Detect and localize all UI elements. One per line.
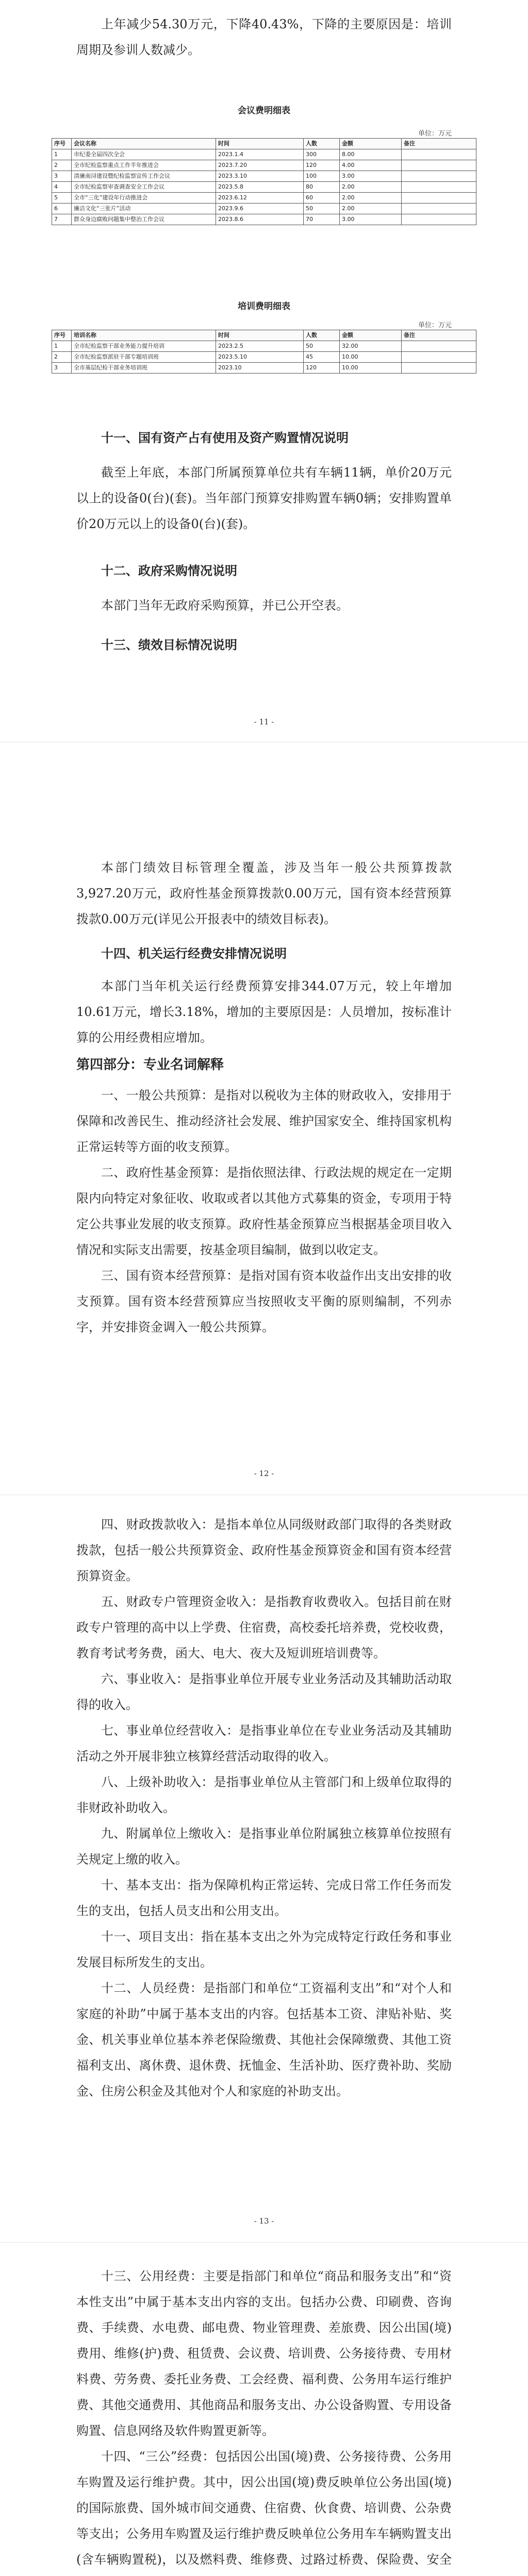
section-14-heading: 十四、机关运行经费安排情况说明 xyxy=(101,946,287,961)
table-cell: 2023.6.12 xyxy=(216,193,304,204)
term-6: 六、事业收入：是指事业单位开展专业业务活动及其辅助活动取得的收入。 xyxy=(76,1672,452,1712)
table-cell: 60 xyxy=(304,193,340,204)
table-cell: 3.00 xyxy=(340,214,402,225)
page-number: - 13 - xyxy=(254,2216,274,2226)
table-cell: 3.00 xyxy=(340,171,402,182)
term-14: 十四、“三公”经费：包括因公出国(境)费、公务接待费、公务用车购置及运行维护费。其中，因公出国(境)费反映单位公务出国(境)的国际旅费、国外城市间交通费、住宿费、伙食费、培训费、公杂费等支出；公务用车购置及运行维护费反映单位公务用车车辆购置支出(含车辆购置税)，以及燃料费、维修费、过路过桥费、保险费、安全 xyxy=(76,2449,452,2567)
table-cell xyxy=(402,214,476,225)
table-cell: 120 xyxy=(304,363,340,374)
table-cell: 100 xyxy=(304,171,340,182)
table-cell: 70 xyxy=(304,214,340,225)
table-cell: 300 xyxy=(304,149,340,160)
intro-paragraph: 上年减少54.30万元，下降40.43%，下降的主要原因是：培训周期及参训人数减少。 xyxy=(76,17,452,57)
table-row xyxy=(52,171,476,182)
table-cell: 4 xyxy=(52,182,72,193)
table-cell: 群众身边腐败问题集中整治工作会议 xyxy=(72,214,216,225)
terms-block-3 xyxy=(76,2263,452,2576)
training-table-title: 培训费明细表 xyxy=(238,301,290,312)
table-cell xyxy=(402,341,476,352)
meeting-header-cell: 备注 xyxy=(402,139,476,149)
training-header-cell: 序号 xyxy=(52,330,72,341)
term-2: 二、政府性基金预算：是指依照法律、行政法规的规定在一定期限内向特定对象征收、收取或者以其他方式募集的资金，专项用于特定公共事业发展的收支预算。政府性基金预算应当根据基金项目收入情况和实际支出需要，按基金项目编制，做到以收定支。 xyxy=(76,1165,452,1257)
meeting-header-cell: 序号 xyxy=(52,139,72,149)
table-row xyxy=(52,352,476,363)
table-cell: 2023.10 xyxy=(216,363,304,374)
table-cell: 10.00 xyxy=(340,363,402,374)
table-row xyxy=(52,160,476,171)
term-12: 十二、人员经费：是指部门和单位“工资福利支出”和“对个人和家庭的补助”中属于基本支出的内容。包括基本工资、津贴补贴、奖金、机关事业单位基本养老保险缴费、其他社会保障缴费、其他工资福利支出、离休费、退休费、抚恤金、生活补助、医疗费补助、奖励金、住房公积金及其他对个人和家庭的补助支出。 xyxy=(76,1981,452,2098)
table-cell: 全市纪检监察审查调查安全工作会议 xyxy=(72,182,216,193)
training-table-unit: 单位：万元 xyxy=(418,321,452,329)
term-8: 八、上级补助收入：是指事业单位从主管部门和上级单位取得的非财政补助收入。 xyxy=(76,1775,452,1815)
table-cell: 32.00 xyxy=(340,341,402,352)
table-cell xyxy=(402,363,476,374)
table-cell xyxy=(402,171,476,182)
terms-block-1 xyxy=(76,1082,452,1340)
training-header-cell: 人数 xyxy=(304,330,340,341)
table-row xyxy=(52,182,476,193)
table-cell: 8.00 xyxy=(340,149,402,160)
meeting-table xyxy=(52,138,476,225)
part-4-heading: 第四部分：专业名词解释 xyxy=(76,1057,224,1073)
table-cell: 2 xyxy=(52,352,72,363)
table-cell: 清廉南浔建设暨纪检监察宣传工作会议 xyxy=(72,171,216,182)
table-cell: 2.00 xyxy=(340,182,402,193)
table-cell: 全市纪检监察重点工作半年推进会 xyxy=(72,160,216,171)
table-cell: 80 xyxy=(304,182,340,193)
page-14 xyxy=(0,2243,528,2576)
term-5: 五、财政专户管理资金收入：是指教育收费收入。包括目前在财政专户管理的高中以上学费、住宿费，高校委托培养费，党校收费，教育考试考务费，函大、电大、夜大及短训班培训费等。 xyxy=(76,1595,452,1660)
table-row xyxy=(52,214,476,225)
section-12-paragraph: 本部门当年无政府采购预算，并已公开空表。 xyxy=(101,598,349,613)
table-cell: 1 xyxy=(52,341,72,352)
table-cell: 市纪委全届四次全会 xyxy=(72,149,216,160)
table-cell: 全市纪检监察派驻干部专题培训班 xyxy=(72,352,216,363)
training-header-cell: 备注 xyxy=(402,330,476,341)
table-cell: 10.00 xyxy=(340,352,402,363)
section-11-heading: 十一、国有资产占有使用及资产购置情况说明 xyxy=(101,431,349,445)
table-cell xyxy=(402,182,476,193)
terms-block-2 xyxy=(76,1512,452,2104)
term-11: 十一、项目支出：指在基本支出之外为完成特定行政任务和事业发展目标所发生的支出。 xyxy=(76,1929,452,1970)
term-4: 四、财政拨款收入：是指本单位从同级财政部门取得的各类财政拨款，包括一般公共预算资金、政府性基金预算资金和国有资本经营预算资金。 xyxy=(76,1517,452,1583)
table-cell: 全市基层纪检干部业务培训班 xyxy=(72,363,216,374)
term-1: 一、一般公共预算：是指对以税收为主体的财政收入，安排用于保障和改善民生、推动经济社会发展、维护国家安全、维持国家机构正常运转等方面的收支预算。 xyxy=(76,1088,452,1154)
training-table-header xyxy=(52,330,476,341)
table-cell: 2.00 xyxy=(340,193,402,204)
table-cell: 120 xyxy=(304,160,340,171)
term-13: 十三、公用经费：主要是指部门和单位“商品和服务支出”和“资本性支出”中属于基本支出内容的支出。包括办公费、印刷费、咨询费、手续费、水电费、邮电费、物业管理费、差旅费、因公出国(境)费用、维修(护)费、租赁费、会议费、培训费、公务接待费、专用材料费、劳务费、委托业务费、工会经费、福利费、公务用车运行维护费、其他交通费用、其他商品和服务支出、办公设备购置、专用设备购置、信息网络及软件购置更新等。 xyxy=(76,2269,452,2438)
term-3: 三、国有资本经营预算：是指对国有资本收益作出支出安排的收支预算。国有资本经营预算应当按照收支平衡的原则编制，不列赤字，并安排资金调入一般公共预算。 xyxy=(76,1268,452,1334)
table-cell: 3 xyxy=(52,171,72,182)
meeting-header-cell: 会议名称 xyxy=(72,139,216,149)
table-cell: 45 xyxy=(304,352,340,363)
table-cell: 4.00 xyxy=(340,160,402,171)
table-cell xyxy=(402,160,476,171)
table-cell: 2023.1.4 xyxy=(216,149,304,160)
training-header-cell: 时间 xyxy=(216,330,304,341)
term-9: 九、附属单位上缴收入：是指事业单位附属独立核算单位按照有关规定上缴的收入。 xyxy=(76,1826,452,1867)
table-row xyxy=(52,193,476,204)
table-cell: 2.00 xyxy=(340,204,402,214)
table-cell: 2023.5.10 xyxy=(216,352,304,363)
meeting-header-cell: 金额 xyxy=(340,139,402,149)
page-number: - 12 - xyxy=(254,1469,274,1478)
table-row xyxy=(52,149,476,160)
table-row xyxy=(52,204,476,214)
term-10: 十、基本支出：指为保障机构正常运转、完成日常工作任务而发生的支出，包括人员支出和公用支出。 xyxy=(76,1878,452,1918)
training-header-cell: 培训名称 xyxy=(72,330,216,341)
table-cell: 2 xyxy=(52,160,72,171)
page-11 xyxy=(0,0,528,742)
table-cell: 2023.9.6 xyxy=(216,204,304,214)
page-12 xyxy=(0,742,528,1495)
table-row xyxy=(52,341,476,352)
section-13-heading: 十三、绩效目标情况说明 xyxy=(101,638,237,652)
page-13 xyxy=(0,1495,528,2242)
table-cell: 50 xyxy=(304,341,340,352)
table-cell: 50 xyxy=(304,204,340,214)
table-cell xyxy=(402,352,476,363)
training-table xyxy=(52,330,476,374)
table-cell xyxy=(402,193,476,204)
page-number: - 11 - xyxy=(254,717,274,726)
meeting-table-header xyxy=(52,139,476,149)
table-cell: 2023.2.5 xyxy=(216,341,304,352)
table-row xyxy=(52,363,476,374)
table-cell: 2023.8.6 xyxy=(216,214,304,225)
table-cell: 全市“三化”建设年行动推进会 xyxy=(72,193,216,204)
meeting-table-unit: 单位：万元 xyxy=(418,130,452,138)
table-cell xyxy=(402,204,476,214)
table-cell: 2023.7.20 xyxy=(216,160,304,171)
table-cell: 2023.5.8 xyxy=(216,182,304,193)
table-cell: 全市纪检监察干部业务能力提升培训 xyxy=(72,341,216,352)
table-cell: 1 xyxy=(52,149,72,160)
section-12-heading: 十二、政府采购情况说明 xyxy=(101,564,237,578)
term-7: 七、事业单位经营收入：是指事业单位在专业业务活动及其辅助活动之外开展非独立核算经营活动取得的收入。 xyxy=(76,1723,452,1764)
table-cell: 廉洁文化“三张片”活动 xyxy=(72,204,216,214)
performance-paragraph: 本部门绩效目标管理全覆盖，涉及当年一般公共预算拨款3,927.20万元，政府性基金预算拨款0.00万元，国有资本经营预算拨款0.00万元(详见公开报表中的绩效目标表)。 xyxy=(76,860,452,926)
table-cell: 3 xyxy=(52,363,72,374)
table-cell: 7 xyxy=(52,214,72,225)
table-cell xyxy=(402,149,476,160)
training-header-cell: 金额 xyxy=(340,330,402,341)
meeting-table-title: 会议费明细表 xyxy=(238,106,290,116)
table-cell: 2023.3.10 xyxy=(216,171,304,182)
section-14-paragraph: 本部门当年机关运行经费预算安排344.07万元，较上年增加10.61万元，增长3.18%，增加的主要原因是：人员增加，按标准计算的公用经费相应增加。 xyxy=(76,979,452,1045)
section-11-paragraph: 截至上年底，本部门所属预算单位共有车辆11辆，单价20万元以上的设备0(台)(套)。当年部门预算安排购置车辆0辆；安排购置单价20万元以上的设备0(台)(套)。 xyxy=(76,465,452,531)
table-cell: 6 xyxy=(52,204,72,214)
meeting-header-cell: 人数 xyxy=(304,139,340,149)
meeting-header-cell: 时间 xyxy=(216,139,304,149)
table-cell: 5 xyxy=(52,193,72,204)
